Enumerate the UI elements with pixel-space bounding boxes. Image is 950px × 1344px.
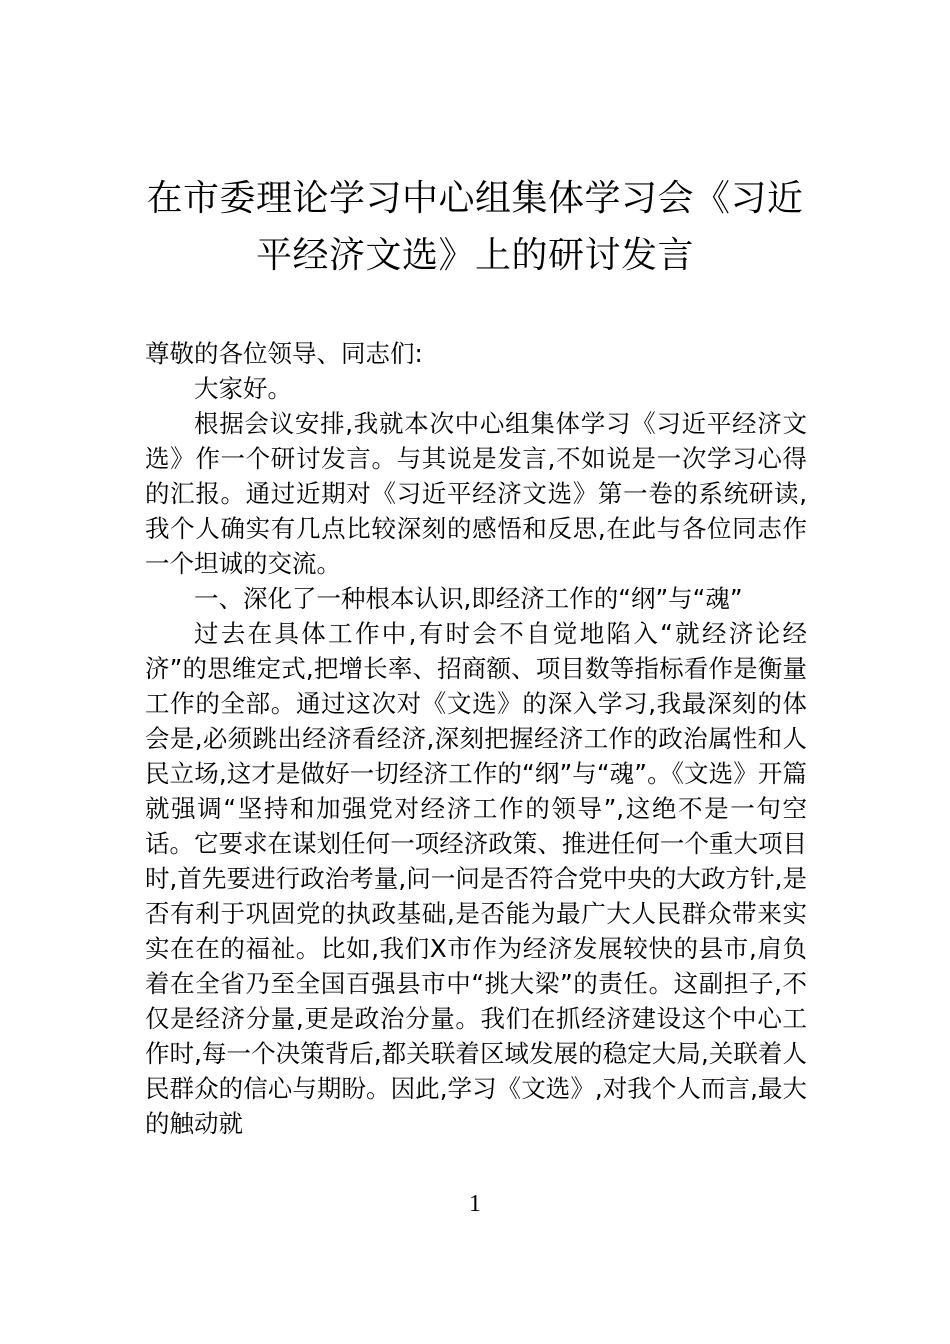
greeting: 大家好。 [194, 374, 292, 403]
body-paragraph: 根据会议安排,我就本次中心组集体学习《习近平经济文选》作一个研讨发言。与其说是发言,不如说是一次学习心得的汇报。通过近期对《习近平经济文选》第一卷的系统研读,我个人确实有几点比较深刻的感悟和反思,在此与各位同志作一个坦诚的交流。 [145, 409, 807, 578]
section-heading: 一、深化了一种根本认识,即经济工作的“纲”与“魂” [194, 584, 743, 613]
document-body [145, 336, 807, 1141]
salutation: 尊敬的各位领导、同志们: [145, 339, 423, 368]
document-title: 在市委理论学习中心组集体学习会《习近平经济文选》上的研讨发言 [146, 178, 804, 276]
page-number: 1 [469, 1191, 481, 1217]
body-paragraph: 过去在具体工作中,有时会不自觉地陷入“就经济论经济”的思维定式,把增长率、招商额、项目数等指标看作是衡量工作的全部。通过这次对《文选》的深入学习,我最深刻的体会是,必须跳出经济看经济,深刻把握经济工作的政治属性和人民立场,这才是做好一切经济工作的“纲”与“魂”。《文选》开篇就强调“坚持和加强党对经济工作的领导”,这绝不是一句空话。它要求在谋划任何一项经济政策、推进任何一个重大项目时,首先要进行政治考量,问一问是否符合党中央的大政方针,是否有利于巩固党的执政基础,是否能为最广大人民群众带来实实在在的福祉。比如,我们X市作为经济发展较快的县市,肩负着在全省乃至全国百强县市中“挑大梁”的责任。这副担子,不仅是经济分量,更是政治分量。我们在抓经济建设这个中心工作时,每一个决策背后,都关联着区域发展的稳定大局,关联着人民群众的信心与期盼。因此,学习《文选》,对我个人而言,最大的触动就 [145, 619, 807, 1138]
